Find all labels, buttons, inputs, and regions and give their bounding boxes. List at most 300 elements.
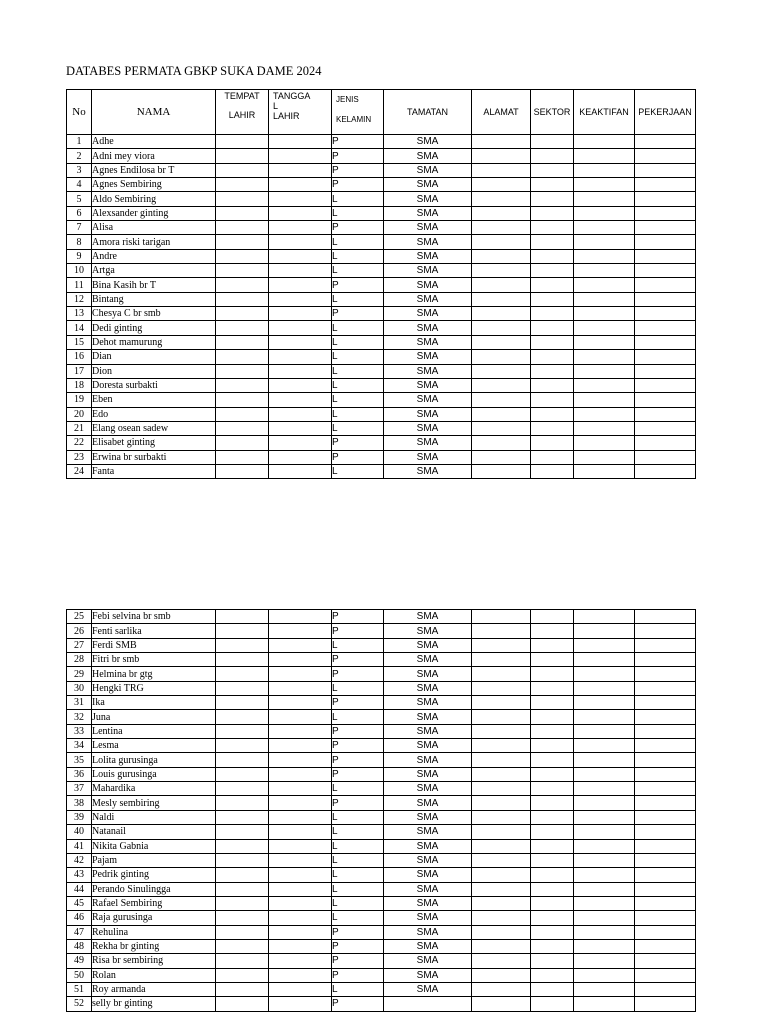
cell-tamatan: SMA <box>384 868 472 882</box>
cell-tamatan: SMA <box>384 810 472 824</box>
cell-pekerjaan <box>635 278 696 292</box>
cell-no: 17 <box>67 364 92 378</box>
cell-jenis-kelamin: L <box>332 839 384 853</box>
cell-tanggal-lahir <box>269 221 332 235</box>
cell-tempat-lahir <box>216 407 269 421</box>
cell-nama: Natanail <box>92 825 216 839</box>
cell-tempat-lahir <box>216 264 269 278</box>
header-tamatan: TAMATAN <box>384 90 472 135</box>
cell-no: 42 <box>67 853 92 867</box>
table-row <box>67 882 696 896</box>
cell-tempat-lahir <box>216 221 269 235</box>
cell-nama: Erwina br surbakti <box>92 450 216 464</box>
header-jenis-line2: KELAMIN <box>336 115 372 124</box>
cell-tamatan: SMA <box>384 264 472 278</box>
cell-pekerjaan <box>635 421 696 435</box>
cell-tempat-lahir <box>216 653 269 667</box>
cell-sektor <box>531 696 574 710</box>
cell-nama: Rafael Sembiring <box>92 896 216 910</box>
cell-tempat-lahir <box>216 278 269 292</box>
cell-pekerjaan <box>635 868 696 882</box>
cell-tanggal-lahir <box>269 939 332 953</box>
cell-alamat <box>472 364 531 378</box>
cell-tamatan: SMA <box>384 839 472 853</box>
header-tanggal-line3: LAHIR <box>273 111 300 121</box>
cell-alamat <box>472 710 531 724</box>
cell-nama: Doresta surbakti <box>92 378 216 392</box>
cell-sektor <box>531 638 574 652</box>
cell-tamatan: SMA <box>384 235 472 249</box>
cell-pekerjaan <box>635 235 696 249</box>
cell-tempat-lahir <box>216 610 269 624</box>
cell-tamatan: SMA <box>384 954 472 968</box>
cell-tempat-lahir <box>216 335 269 349</box>
cell-tempat-lahir <box>216 464 269 478</box>
cell-nama: Elang osean sadew <box>92 421 216 435</box>
cell-sektor <box>531 681 574 695</box>
cell-jenis-kelamin: L <box>332 378 384 392</box>
table-row <box>67 610 696 624</box>
table-row <box>67 321 696 335</box>
cell-tanggal-lahir <box>269 896 332 910</box>
cell-tanggal-lahir <box>269 724 332 738</box>
cell-tempat-lahir <box>216 982 269 996</box>
cell-nama: Pedrik ginting <box>92 868 216 882</box>
cell-nama: Rolan <box>92 968 216 982</box>
cell-keaktifan <box>574 278 635 292</box>
cell-tempat-lahir <box>216 782 269 796</box>
cell-tamatan <box>384 997 472 1011</box>
cell-nama: Rehulina <box>92 925 216 939</box>
cell-tanggal-lahir <box>269 378 332 392</box>
cell-keaktifan <box>574 796 635 810</box>
cell-keaktifan <box>574 350 635 364</box>
table-row <box>67 982 696 996</box>
table-row <box>67 638 696 652</box>
table-row <box>67 853 696 867</box>
cell-tanggal-lahir <box>269 264 332 278</box>
table-row <box>67 436 696 450</box>
cell-no: 4 <box>67 178 92 192</box>
cell-keaktifan <box>574 653 635 667</box>
cell-no: 26 <box>67 624 92 638</box>
cell-pekerjaan <box>635 264 696 278</box>
header-alamat: ALAMAT <box>472 90 531 135</box>
cell-pekerjaan <box>635 364 696 378</box>
cell-tanggal-lahir <box>269 925 332 939</box>
cell-tanggal-lahir <box>269 335 332 349</box>
cell-pekerjaan <box>635 350 696 364</box>
cell-tanggal-lahir <box>269 853 332 867</box>
cell-alamat <box>472 810 531 824</box>
cell-tempat-lahir <box>216 235 269 249</box>
cell-tempat-lahir <box>216 911 269 925</box>
cell-pekerjaan <box>635 724 696 738</box>
cell-pekerjaan <box>635 853 696 867</box>
table-row <box>67 696 696 710</box>
cell-sektor <box>531 364 574 378</box>
cell-tempat-lahir <box>216 997 269 1011</box>
cell-tempat-lahir <box>216 378 269 392</box>
cell-jenis-kelamin: L <box>332 681 384 695</box>
header-row <box>67 90 696 135</box>
cell-tempat-lahir <box>216 896 269 910</box>
cell-tempat-lahir <box>216 825 269 839</box>
cell-keaktifan <box>574 206 635 220</box>
cell-tamatan: SMA <box>384 739 472 753</box>
cell-nama: Adni mey viora <box>92 149 216 163</box>
cell-jenis-kelamin: L <box>332 810 384 824</box>
cell-pekerjaan <box>635 221 696 235</box>
table-row <box>67 292 696 306</box>
cell-jenis-kelamin: L <box>332 206 384 220</box>
cell-tanggal-lahir <box>269 681 332 695</box>
cell-no: 30 <box>67 681 92 695</box>
cell-tanggal-lahir <box>269 421 332 435</box>
cell-tempat-lahir <box>216 868 269 882</box>
cell-sektor <box>531 450 574 464</box>
cell-nama: Dian <box>92 350 216 364</box>
cell-jenis-kelamin: P <box>332 610 384 624</box>
document-title: DATABES PERMATA GBKP SUKA DAME 2024 <box>66 64 322 78</box>
cell-sektor <box>531 839 574 853</box>
cell-jenis-kelamin: L <box>332 264 384 278</box>
cell-pekerjaan <box>635 436 696 450</box>
cell-tamatan: SMA <box>384 163 472 177</box>
cell-sektor <box>531 810 574 824</box>
cell-tamatan: SMA <box>384 925 472 939</box>
cell-alamat <box>472 278 531 292</box>
cell-keaktifan <box>574 393 635 407</box>
cell-keaktifan <box>574 264 635 278</box>
cell-tanggal-lahir <box>269 982 332 996</box>
cell-nama: Dedi ginting <box>92 321 216 335</box>
cell-keaktifan <box>574 968 635 982</box>
cell-keaktifan <box>574 624 635 638</box>
cell-pekerjaan <box>635 710 696 724</box>
cell-jenis-kelamin: L <box>332 911 384 925</box>
header-jenis-line1: JENIS <box>336 95 359 104</box>
cell-no: 21 <box>67 421 92 435</box>
cell-tanggal-lahir <box>269 249 332 263</box>
cell-keaktifan <box>574 163 635 177</box>
cell-pekerjaan <box>635 610 696 624</box>
header-tanggal-line1: TANGGA <box>273 91 311 101</box>
cell-keaktifan <box>574 135 635 149</box>
cell-tamatan: SMA <box>384 782 472 796</box>
cell-tamatan: SMA <box>384 753 472 767</box>
cell-jenis-kelamin: P <box>332 149 384 163</box>
cell-pekerjaan <box>635 925 696 939</box>
cell-jenis-kelamin: P <box>332 925 384 939</box>
cell-sektor <box>531 968 574 982</box>
cell-tanggal-lahir <box>269 407 332 421</box>
cell-keaktifan <box>574 911 635 925</box>
cell-tanggal-lahir <box>269 364 332 378</box>
cell-keaktifan <box>574 696 635 710</box>
cell-nama: Fenti sarlika <box>92 624 216 638</box>
cell-no: 41 <box>67 839 92 853</box>
cell-jenis-kelamin: P <box>332 724 384 738</box>
cell-tanggal-lahir <box>269 350 332 364</box>
cell-tamatan: SMA <box>384 221 472 235</box>
cell-pekerjaan <box>635 696 696 710</box>
cell-nama: Risa br sembiring <box>92 954 216 968</box>
cell-tamatan: SMA <box>384 825 472 839</box>
cell-no: 11 <box>67 278 92 292</box>
cell-sektor <box>531 896 574 910</box>
cell-alamat <box>472 982 531 996</box>
cell-pekerjaan <box>635 753 696 767</box>
cell-sektor <box>531 767 574 781</box>
cell-sektor <box>531 235 574 249</box>
cell-nama: Lesma <box>92 739 216 753</box>
cell-tanggal-lahir <box>269 163 332 177</box>
cell-keaktifan <box>574 638 635 652</box>
cell-sektor <box>531 149 574 163</box>
cell-jenis-kelamin: L <box>332 638 384 652</box>
cell-tamatan: SMA <box>384 178 472 192</box>
cell-tanggal-lahir <box>269 767 332 781</box>
cell-alamat <box>472 825 531 839</box>
cell-no: 12 <box>67 292 92 306</box>
table-row <box>67 739 696 753</box>
cell-nama: Nikita Gabnia <box>92 839 216 853</box>
cell-jenis-kelamin: P <box>332 997 384 1011</box>
cell-sektor <box>531 739 574 753</box>
cell-keaktifan <box>574 464 635 478</box>
cell-tempat-lahir <box>216 638 269 652</box>
cell-keaktifan <box>574 178 635 192</box>
table-row <box>67 235 696 249</box>
cell-tanggal-lahir <box>269 782 332 796</box>
cell-sektor <box>531 278 574 292</box>
cell-sektor <box>531 624 574 638</box>
cell-nama: Alisa <box>92 221 216 235</box>
table-row <box>67 278 696 292</box>
cell-tamatan: SMA <box>384 667 472 681</box>
table-row <box>67 724 696 738</box>
cell-pekerjaan <box>635 681 696 695</box>
cell-tempat-lahir <box>216 925 269 939</box>
cell-keaktifan <box>574 896 635 910</box>
cell-alamat <box>472 782 531 796</box>
cell-tempat-lahir <box>216 421 269 435</box>
table-row <box>67 192 696 206</box>
cell-keaktifan <box>574 307 635 321</box>
cell-no: 31 <box>67 696 92 710</box>
cell-no: 37 <box>67 782 92 796</box>
cell-nama: Eben <box>92 393 216 407</box>
cell-pekerjaan <box>635 939 696 953</box>
cell-no: 33 <box>67 724 92 738</box>
cell-nama: Helmina br gtg <box>92 667 216 681</box>
cell-tempat-lahir <box>216 681 269 695</box>
cell-sektor <box>531 925 574 939</box>
cell-tempat-lahir <box>216 739 269 753</box>
cell-jenis-kelamin: P <box>332 178 384 192</box>
cell-alamat <box>472 853 531 867</box>
cell-alamat <box>472 896 531 910</box>
cell-pekerjaan <box>635 739 696 753</box>
cell-sektor <box>531 436 574 450</box>
cell-nama: Ferdi SMB <box>92 638 216 652</box>
cell-keaktifan <box>574 724 635 738</box>
cell-sektor <box>531 868 574 882</box>
header-no: No <box>67 90 92 135</box>
cell-alamat <box>472 767 531 781</box>
cell-keaktifan <box>574 882 635 896</box>
cell-keaktifan <box>574 782 635 796</box>
cell-no: 52 <box>67 997 92 1011</box>
cell-alamat <box>472 610 531 624</box>
table-row <box>67 753 696 767</box>
cell-tanggal-lahir <box>269 839 332 853</box>
cell-alamat <box>472 796 531 810</box>
cell-tempat-lahir <box>216 810 269 824</box>
cell-tempat-lahir <box>216 968 269 982</box>
cell-sektor <box>531 378 574 392</box>
cell-no: 39 <box>67 810 92 824</box>
cell-tanggal-lahir <box>269 149 332 163</box>
cell-tempat-lahir <box>216 753 269 767</box>
table-row <box>67 421 696 435</box>
table-row <box>67 939 696 953</box>
cell-jenis-kelamin: P <box>332 739 384 753</box>
cell-tempat-lahir <box>216 796 269 810</box>
cell-no: 3 <box>67 163 92 177</box>
cell-tempat-lahir <box>216 767 269 781</box>
cell-alamat <box>472 968 531 982</box>
cell-tamatan: SMA <box>384 307 472 321</box>
cell-no: 36 <box>67 767 92 781</box>
cell-sektor <box>531 825 574 839</box>
cell-alamat <box>472 839 531 853</box>
cell-jenis-kelamin: L <box>332 853 384 867</box>
cell-jenis-kelamin: P <box>332 450 384 464</box>
cell-tempat-lahir <box>216 696 269 710</box>
cell-pekerjaan <box>635 839 696 853</box>
cell-no: 44 <box>67 882 92 896</box>
cell-tamatan: SMA <box>384 421 472 435</box>
cell-alamat <box>472 393 531 407</box>
table-row <box>67 450 696 464</box>
cell-nama: Naldi <box>92 810 216 824</box>
cell-alamat <box>472 350 531 364</box>
header-jenis-kelamin <box>332 90 384 135</box>
table-row <box>67 149 696 163</box>
cell-tempat-lahir <box>216 364 269 378</box>
cell-pekerjaan <box>635 767 696 781</box>
cell-tanggal-lahir <box>269 911 332 925</box>
cell-jenis-kelamin: P <box>332 653 384 667</box>
table-row <box>67 249 696 263</box>
cell-pekerjaan <box>635 796 696 810</box>
cell-alamat <box>472 421 531 435</box>
cell-pekerjaan <box>635 206 696 220</box>
cell-tempat-lahir <box>216 624 269 638</box>
cell-no: 50 <box>67 968 92 982</box>
cell-jenis-kelamin: L <box>332 421 384 435</box>
cell-nama: Pajam <box>92 853 216 867</box>
cell-alamat <box>472 264 531 278</box>
cell-jenis-kelamin: P <box>332 796 384 810</box>
cell-tamatan: SMA <box>384 206 472 220</box>
cell-keaktifan <box>574 767 635 781</box>
cell-sektor <box>531 321 574 335</box>
cell-alamat <box>472 997 531 1011</box>
cell-tamatan: SMA <box>384 853 472 867</box>
cell-nama: Mahardika <box>92 782 216 796</box>
cell-keaktifan <box>574 249 635 263</box>
cell-alamat <box>472 249 531 263</box>
cell-no: 15 <box>67 335 92 349</box>
cell-tamatan: SMA <box>384 638 472 652</box>
cell-jenis-kelamin: P <box>332 135 384 149</box>
table-row <box>67 364 696 378</box>
cell-tanggal-lahir <box>269 235 332 249</box>
table-row <box>67 163 696 177</box>
cell-tamatan: SMA <box>384 896 472 910</box>
cell-tanggal-lahir <box>269 178 332 192</box>
cell-tempat-lahir <box>216 206 269 220</box>
cell-tempat-lahir <box>216 724 269 738</box>
cell-alamat <box>472 206 531 220</box>
cell-no: 49 <box>67 954 92 968</box>
table-row <box>67 407 696 421</box>
cell-nama: Dehot mamurung <box>92 335 216 349</box>
table-row <box>67 925 696 939</box>
cell-tamatan: SMA <box>384 192 472 206</box>
cell-no: 2 <box>67 149 92 163</box>
table-row <box>67 264 696 278</box>
cell-alamat <box>472 624 531 638</box>
cell-nama: Lentina <box>92 724 216 738</box>
cell-pekerjaan <box>635 667 696 681</box>
cell-alamat <box>472 436 531 450</box>
cell-sektor <box>531 853 574 867</box>
cell-no: 45 <box>67 896 92 910</box>
cell-sektor <box>531 939 574 953</box>
cell-keaktifan <box>574 825 635 839</box>
cell-no: 43 <box>67 868 92 882</box>
table-row <box>67 667 696 681</box>
cell-tanggal-lahir <box>269 321 332 335</box>
table-row <box>67 135 696 149</box>
cell-no: 28 <box>67 653 92 667</box>
cell-alamat <box>472 335 531 349</box>
cell-nama: Roy armanda <box>92 982 216 996</box>
cell-tanggal-lahir <box>269 667 332 681</box>
cell-jenis-kelamin: P <box>332 767 384 781</box>
cell-sektor <box>531 782 574 796</box>
cell-tanggal-lahir <box>269 624 332 638</box>
cell-sektor <box>531 882 574 896</box>
cell-tanggal-lahir <box>269 968 332 982</box>
cell-jenis-kelamin: L <box>332 407 384 421</box>
cell-jenis-kelamin: L <box>332 335 384 349</box>
cell-sektor <box>531 753 574 767</box>
cell-nama: Hengki TRG <box>92 681 216 695</box>
cell-sektor <box>531 724 574 738</box>
cell-pekerjaan <box>635 653 696 667</box>
cell-alamat <box>472 739 531 753</box>
table-row <box>67 206 696 220</box>
cell-nama: Lolita gurusinga <box>92 753 216 767</box>
cell-sektor <box>531 710 574 724</box>
cell-no: 35 <box>67 753 92 767</box>
cell-keaktifan <box>574 681 635 695</box>
